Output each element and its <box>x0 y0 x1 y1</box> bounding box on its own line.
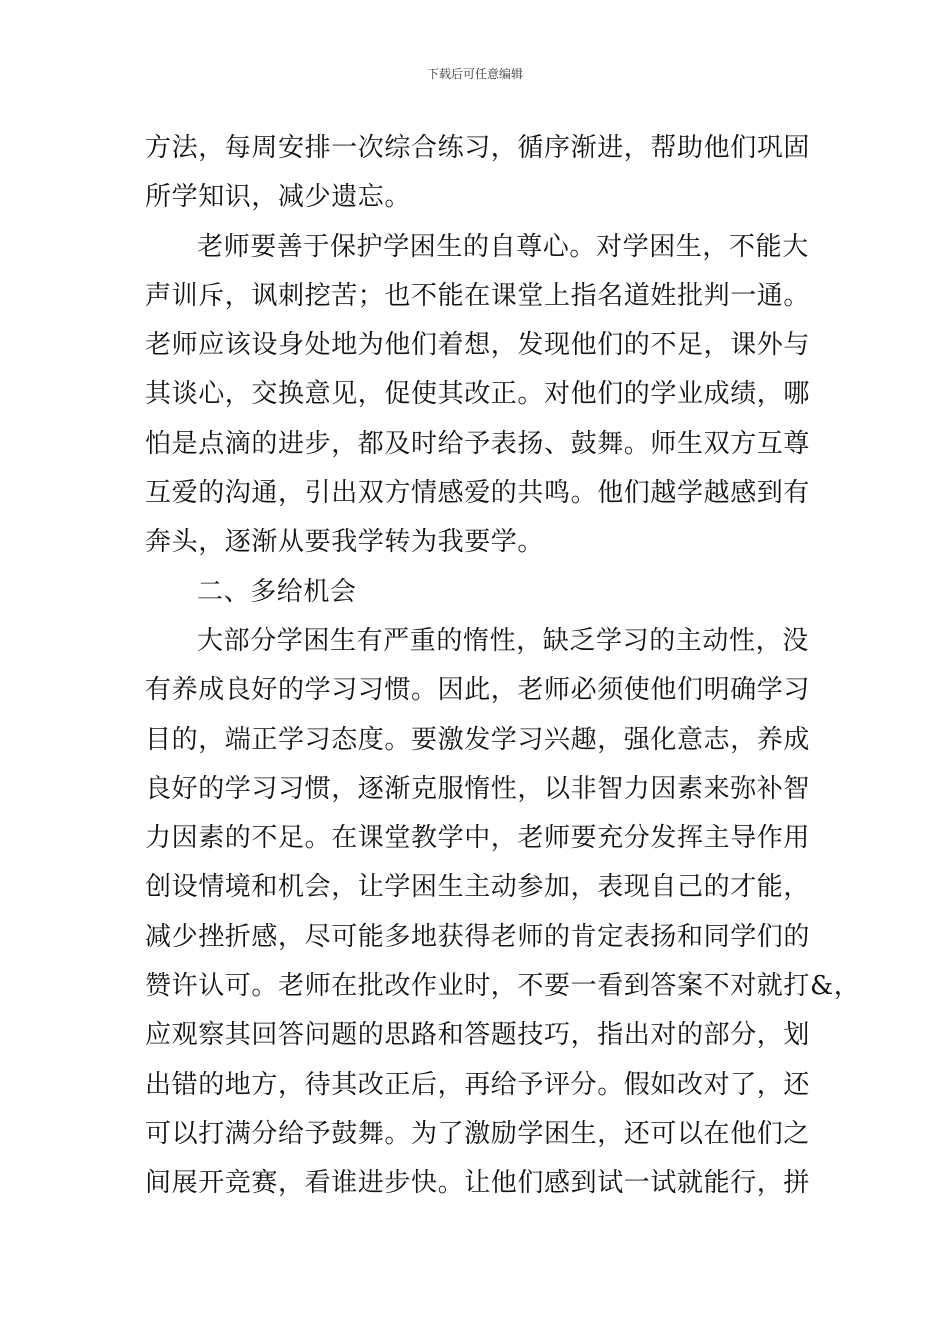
text-line: 间展开竞赛，看谁进步快。让他们感到试一试就能行，拼 <box>145 1168 811 1199</box>
text-line: 目的，端正学习态度。要激发学习兴趣，强化意志，养成 <box>145 724 811 755</box>
text-line: 可以打满分给予鼓舞。为了激励学困生，还可以在他们之 <box>145 1118 811 1149</box>
text-line: 怕是点滴的进步，都及时给予表扬、鼓舞。师生双方互尊 <box>145 428 811 459</box>
text-line: 力因素的不足。在课堂教学中，老师要充分发挥主导作用 <box>145 823 811 854</box>
text-line: 老师要善于保护学困生的自尊心。对学困生，不能大 <box>197 231 809 262</box>
text-line: 奔头，逐渐从要我学转为我要学。 <box>145 527 545 558</box>
text-line: 大部分学困生有严重的惰性，缺乏学习的主动性，没 <box>197 625 809 656</box>
document-body <box>145 124 861 1209</box>
text-line: 减少挫折感，尽可能多地获得老师的肯定表扬和同学们的 <box>145 921 811 952</box>
text-line: 应观察其回答问题的思路和答题技巧，指出对的部分，划 <box>145 1020 811 1051</box>
text-line: 其谈心，交换意见，促使其改正。对他们的学业成绩，哪 <box>145 379 811 410</box>
text-line: 老师应该设身处地为他们着想，发现他们的不足，课外与 <box>145 330 811 361</box>
text-line: 出错的地方，待其改正后，再给予评分。假如改对了，还 <box>145 1069 811 1100</box>
text-line: 赞许认可。老师在批改作业时，不要一看到答案不对就打&， <box>145 971 861 1002</box>
section-heading: 二、多给机会 <box>197 576 357 607</box>
text-line: 声训斥，讽刺挖苦；也不能在课堂上指名道姓批判一通。 <box>145 280 811 311</box>
text-line: 互爱的沟通，引出双方情感爱的共鸣。他们越学越感到有 <box>145 478 811 509</box>
text-line: 方法，每周安排一次综合练习，循序渐进，帮助他们巩固 <box>145 133 811 163</box>
text-line: 创设情境和机会，让学困生主动参加，表现自己的才能， <box>145 872 811 903</box>
page-header: 下载后可任意编辑 <box>426 67 523 81</box>
text-line: 良好的学习习惯，逐渐克服惰性，以非智力因素来弥补智 <box>145 773 811 804</box>
text-line: 有养成良好的学习习惯。因此，老师必须使他们明确学习 <box>145 675 811 706</box>
text-line: 所学知识，减少遗忘。 <box>145 182 412 213</box>
